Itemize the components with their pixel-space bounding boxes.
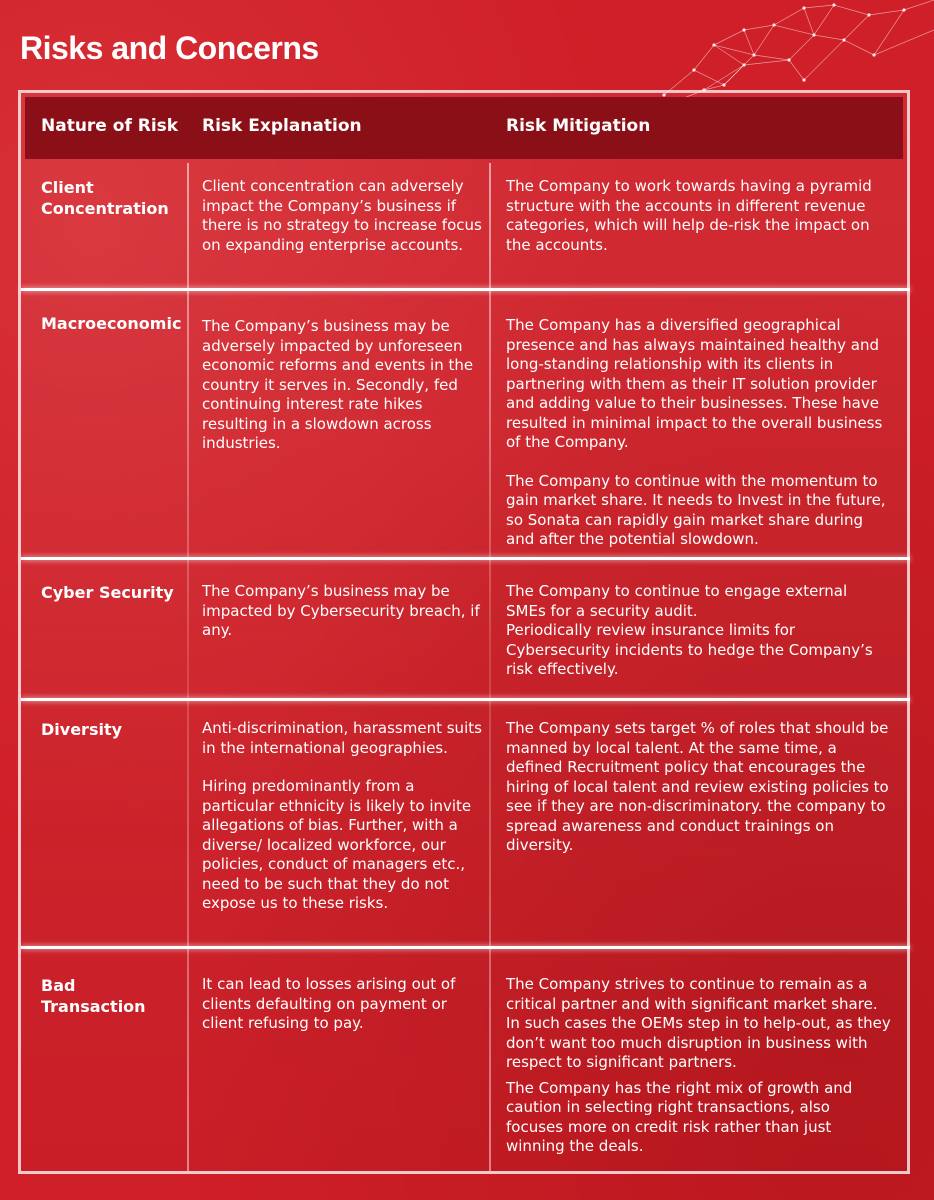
explanation-text: The Company’s business may be adversely impacted by unforeseen economic reforms and events in the country it serves in. Secondly, fed continuing interest rate hikes resulting in a slowdown across industries.	[202, 317, 474, 452]
mitigation-text: The Company sets target % of roles that should be manned by local talent. At the same time, a defined Recruitment policy that encourages the hiring of local talent and review existing policies to see if they are non-discriminatory. the company to spread awareness and conduct trainings on diversity.	[506, 719, 889, 854]
mitigation-text: The Company to work towards having a pyramid structure with the accounts in different revenue categories, which will help de-risk the impact on the accounts.	[506, 177, 872, 254]
explanation-text: Hiring predominantly from a particular ethnicity is likely to invite allegations of bias. Further, with a diverse/ localized workforce, our policies, conduct of managers etc., need to be such that they do not expose us to these risks.	[202, 777, 472, 912]
risk-mitigation	[506, 177, 891, 255]
mitigation-text: Periodically review insurance limits for Cybersecurity incidents to hedge the Company’s risk effectively.	[506, 621, 873, 678]
explanation-text: Anti-discrimination, harassment suits in the international geographies.	[202, 719, 482, 757]
row-separator	[21, 288, 910, 291]
header-risk-mitigation: Risk Mitigation	[506, 116, 651, 136]
explanation-text: Client concentration can adversely impact the Company’s business if there is no strategy to increase focus on expanding enterprise accounts.	[202, 177, 482, 254]
mitigation-text: The Company has a diversified geographical presence and has always maintained healthy and long-standing relationship with its clients in partnering with them as their IT solution provider and adding value to their businesses. These have resulted in minimal impact to the overall business of the Company.	[506, 316, 883, 451]
risk-explanation	[202, 719, 487, 914]
row-separator	[21, 946, 910, 949]
risk-name: Client Concentration	[41, 178, 169, 218]
table-header	[25, 97, 903, 159]
column-divider	[489, 163, 491, 1171]
risk-explanation	[202, 582, 487, 641]
risk-explanation	[202, 317, 487, 454]
header-nature-of-risk: Nature of Risk	[41, 116, 179, 136]
risk-explanation	[202, 177, 487, 255]
risk-mitigation	[506, 582, 891, 680]
page-title: Risks and Concerns	[20, 30, 319, 66]
risk-mitigation	[506, 719, 891, 856]
risk-mitigation	[506, 975, 891, 1157]
risk-name: Macroeconomic	[41, 314, 182, 333]
mitigation-text: The Company to continue with the momentum to gain market share. It needs to Invest in the future, so Sonata can rapidly gain market share during and after the potential slowdown.	[506, 471, 886, 548]
row-separator	[21, 557, 910, 560]
mitigation-text: The Company to continue to engage external SMEs for a security audit.	[506, 582, 848, 620]
header-risk-explanation: Risk Explanation	[202, 116, 362, 136]
explanation-text: It can lead to losses arising out of clients defaulting on payment or client refusing to pay.	[202, 975, 456, 1032]
mitigation-text: The Company strives to continue to remain as a critical partner and with significant market share. In such cases the OEMs step in to help-out, as they don’t want too much disruption in business with respect to significant partners.	[506, 975, 891, 1071]
risk-name: Diversity	[41, 720, 123, 739]
risk-explanation	[202, 975, 487, 1034]
explanation-text: The Company’s business may be impacted by Cybersecurity breach, if any.	[202, 582, 480, 639]
risks-table	[18, 90, 910, 1174]
mitigation-text: The Company has the right mix of growth and caution in selecting right transactions, also focuses more on credit risk rather than just winning the deals.	[506, 1078, 853, 1155]
risk-name: Bad Transaction	[41, 976, 146, 1016]
risk-mitigation	[506, 316, 891, 550]
risk-name: Cyber Security	[41, 583, 174, 602]
row-separator	[21, 698, 910, 701]
